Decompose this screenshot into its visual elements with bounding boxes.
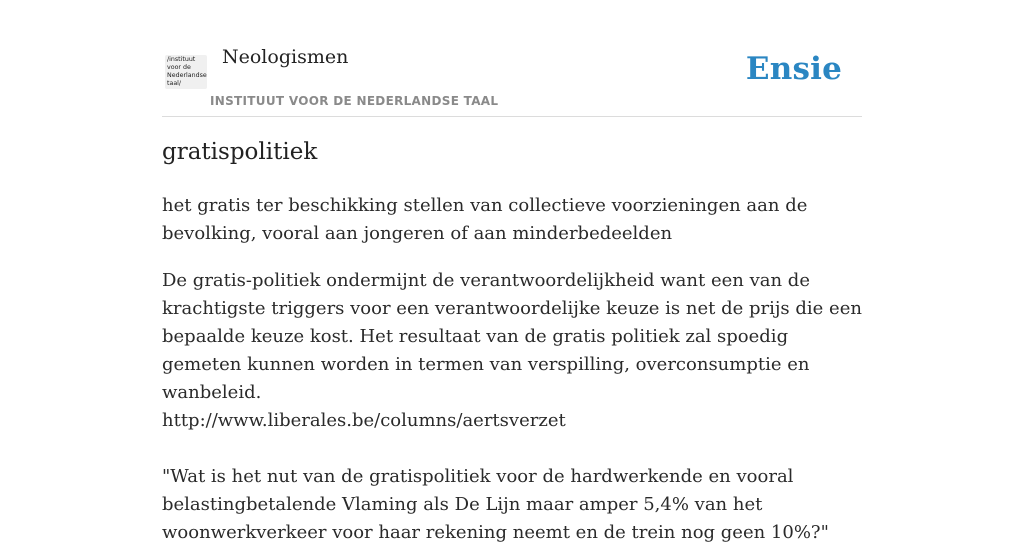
entry-definition: het gratis ter beschikking stellen van collectieve voorzieningen aan de bevolking, vooral aan jongeren of aan minderbedeelden bbox=[162, 195, 808, 244]
institute-logo[interactable] bbox=[165, 55, 207, 89]
logo-text-line: /instituut bbox=[167, 56, 196, 63]
site-title[interactable]: Neologismen bbox=[222, 46, 349, 68]
example-source-link[interactable]: http://www.liberales.be/columns/aertsverzet bbox=[162, 410, 566, 431]
logo-text-line: taal/ bbox=[167, 80, 182, 87]
brand-logo[interactable]: Ensie bbox=[745, 51, 842, 87]
entry-examples bbox=[162, 267, 862, 547]
organization-name: INSTITUUT VOOR DE NEDERLANDSE TAAL bbox=[210, 94, 499, 108]
example-text: De gratis-politiek ondermijnt de verantwoordelijkheid want een van de krachtigste triggers voor een verantwoordelijke keuze is net de prijs die een bepaalde keuze kost. Het resultaat van de gratis politiek zal spoedig gemeten kunnen worden in termen van verspilling, overconsumptie en wanbeleid. bbox=[162, 270, 862, 403]
header bbox=[162, 0, 862, 117]
logo-text-line: Nederlandse bbox=[167, 72, 207, 79]
entry-term: gratispolitiek bbox=[162, 139, 318, 165]
logo-text-line: voor de bbox=[167, 64, 191, 71]
example-quote: "Wat is het nut van de gratispolitiek voor de hardwerkende en vooral belastingbetalende Vlaming als De Lijn maar amper 5,4% van het woonwerkverkeer voor haar rekening neemt en de trein nog geen 10%?" bbox=[162, 466, 829, 543]
page bbox=[162, 0, 862, 543]
